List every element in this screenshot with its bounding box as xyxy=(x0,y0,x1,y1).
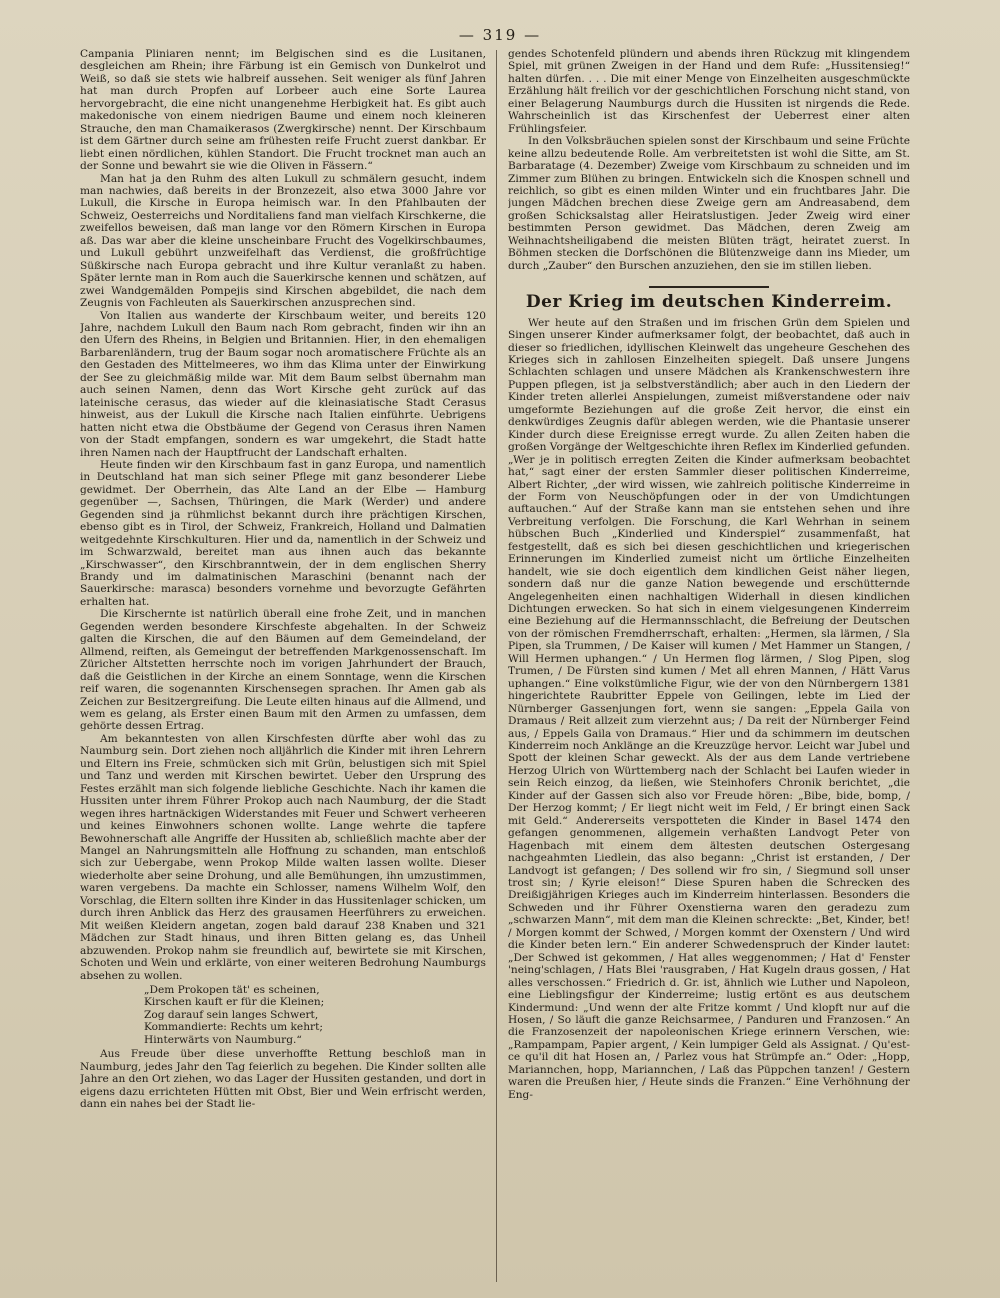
article-title: Der Krieg im deutschen Kinderreim. xyxy=(525,292,893,313)
paragraph: Campania Pliniaren nennt; im Belgischen sind es die Lusitanen, desgleichen am Rhein; ihre Färbung ist ein Gemisch von Dunkelrot und Weiß, so daß sie stets wie halbreif aussehen. Seit weniger als fünf Jahren hat man durch Propfen auf Lorbeer auch eine Sorte Laurea hervorgebracht, die eine nicht unangenehme Herbigkeit hat. Es gibt auch makedonische von einem niedrigen Baume und einem noch kleineren Strauche, den man Chamaikerasos (Zwergkirsche) nennt. Der Kirschbaum ist dem Gärtner durch seine am frühesten reife Frucht zuerst dankbar. Er liebt einen nördlichen, kühlen Standort. Die Frucht trocknet man auch an der Sonne und bewahrt sie wie die Oliven in Fässern.“ xyxy=(80,48,486,173)
page-number: — 319 — xyxy=(458,26,542,44)
column-divider xyxy=(496,50,497,1282)
paragraph: In den Volksbräuchen spielen sonst der Kirschbaum und seine Früchte keine allzu bedeutende Rolle. Am verbreitetsten ist wohl die Sitte, am St. Barbaratage (4. Dezember) Zweige vom Kirschbaum zu schneiden und im Zimmer zum Blühen zu bringen. Entwickeln sich die Knospen schnell und reichlich, so gibt es einen milden Winter und ein fruchtbares Jahr. Die jungen Mädchen brechen diese Zweige gern am Andreasabend, dem großen Schicksalstag aller Heiratslustigen. Jeder Zweig wird einer bestimmten Person gewidmet. Das Mädchen, deren Zweig am Weihnachtsheiligabend die meisten Blüten trägt, heiratet zuerst. In Böhmen stecken die Dorfschönen die Blütenzweige dann ins Mieder, um durch „Zauber“ den Burschen anzuziehen, den sie im stillen lieben. xyxy=(508,135,910,272)
paragraph: Heute finden wir den Kirschbaum fast in ganz Europa, und namentlich in Deutschland hat man sich seiner Pflege mit ganz besonderer Liebe gewidmet. Der Oberrhein, das Alte Land an der Elbe — Hamburg gegenüber —, Sachsen, Thüringen, die Mark (Werder) und andere Gegenden sind ja rühmlichst bekannt durch ihre prächtigen Kirschen, ebenso gibt es in Tirol, der Schweiz, Frankreich, Holland und Dalmatien weitgedehnte Kirschkulturen. Hier und da, namentlich in der Schweiz und im Schwarzwald, bereitet man aus ihnen auch das bekannte „Kirschwasser“, den Kirschbranntwein, der in dem englischen Sherry Brandy und im dalmatinischen Maraschini (benannt nach der Sauerkirsche: marasca) besonders vornehme und bevorzugte Gefährten erhalten hat. xyxy=(80,458,486,608)
paragraph: Aus Freude über diese unverhoffte Rettung beschloß man in Naumburg, jedes Jahr den Tag feierlich zu begehen. Die Kinder sollten alle Jahre an den Ort ziehen, wo das Lager der Hussiten gestanden, und dort in eigens dazu errichteten Hütten mit Obst, Bier und Wein erfrischt werden, dann ein nahes bei der Stadt lie- xyxy=(80,1048,486,1111)
verse-line: Kommandierte: Rechts um kehrt; xyxy=(144,1021,323,1034)
paragraph: Von Italien aus wanderte der Kirschbaum weiter, und bereits 120 Jahre, nachdem Lukull den Baum nach Rom gebracht, finden wir ihn an den Ufern des Rheins, in Belgien und Britannien. Hier, in den ehemaligen Barbarenländern, trug der Baum sogar noch aromatischere Früchte als an den Gestaden des Mittelmeeres, wo ihm das Klima unter der Einwirkung der See zu gleichmäßig milde war. Mit dem Baum selbst übernahm man auch seinen Namen, denn das Wort Kirsche geht zurück auf das lateinische cerasus, das wieder auf die kleinasiatische Stadt Cerasus hinweist, aus der Lukull die Kirsche nach Italien einführte. Uebrigens hatten nicht etwa die Obstbäume der Gegend von Cerasus ihren Namen von der Stadt empfangen, sondern es war umgekehrt, die Stadt hatte ihren Namen nach der Hauptfrucht der Landschaft erhalten. xyxy=(80,309,486,459)
paragraph: gendes Schotenfeld plündern und abends ihren Rückzug mit klingendem Spiel, mit grünen Zweigen in der Hand und dem Rufe: „Hussitensieg!“ halten dürfen. . . . Die mit einer Menge von Einzelheiten ausgeschmückte Erzählung hält freilich vor der geschichtlichen Forschung nicht stand, von einer Belagerung Naumburgs durch die Hussiten ist nirgends die Rede. Wahrscheinlich ist das Kirschenfest der Ueberrest einer alten Frühlingsfeier. xyxy=(508,48,910,135)
verse-line: Kirschen kauft er für die Kleinen; xyxy=(144,996,325,1009)
verse-line: Zog darauf sein langes Schwert, xyxy=(144,1008,319,1021)
paragraph: Am bekanntesten von allen Kirschfesten dürfte aber wohl das zu Naumburg sein. Dort ziehen noch alljährlich die Kinder mit ihren Lehrern und Eltern ins Freie, schmücken sich mit Grün, belustigen sich mit Spiel und Tanz und werden mit Kirschen bewirtet. Ueber den Ursprung des Festes erzählt man sich folgende liebliche Geschichte. Nach ihr kamen die Hussiten unter ihrem Führer Prokop auch nach Naumburg, der die Stadt wegen ihres hartnäckigen Widerstandes mit Feuer und Schwert verheeren und keines Einwohners schonen wollte. Lange wehrte die tapfere Bewohnerschaft alle Angriffe der Hussiten ab, schließlich machte aber der Mangel an Nahrungsmitteln alle Hoffnung zu schanden, man entschloß sich zur Uebergabe, wenn Prokop Milde walten lassen wollte. Dieser wiederholte aber seine Drohung, und alle Bemühungen, ihn umzustimmen, waren vergebens. Da machte ein Schlosser, namens Wilhelm Wolf, den Vorschlag, die Eltern sollten ihre Kinder in das Hussitenlager schicken, um durch ihren Anblick das Herz des grausamen Heerführers zu erweichen. Mit weißen Kleidern angetan, zogen bald darauf 238 Knaben und 321 Mädchen zur Stadt hinaus, und ihren Bitten gelang es, das Unheil abzuwenden. Prokop nahm sie freundlich auf, bewirtete sie mit Kirschen, Schoten und Wein und erklärte, von einer weiteren Bedrohung Naumburgs absehen zu wollen. xyxy=(80,732,486,982)
paragraph: Wer heute auf den Straßen und im frischen Grün dem Spielen und Singen unserer Kinder aufmerksamer folgt, der beobachtet, daß auch in dieser so friedlichen, idyllischen Kleinwelt das ungeheure Geschehen des Krieges sich in zahllosen Einzelheiten spiegelt. Daß unsere Jungens Schlachten schlagen und unsere Mädchen als Krankenschwestern ihre Puppen pflegen, ist ja selbstverständlich; aber auch in den Liedern der Kinder treten allerlei Anspielungen, zumeist mißverstandene oder naiv umgeformte Beziehungen auf die große Zeit hervor, die einst ein denkwürdiges Zeugnis dafür ablegen werden, wie die Phantasie unserer Kinder durch diese Ereignisse erregt wurde. Zu allen Zeiten haben die großen Vorgänge der Weltgeschichte ihren Reflex im Kinderlied gefunden. „Wer je in politisch erregten Zeiten die Kinder aufmerksam beobachtet hat,“ sagt einer der ersten Sammler dieser politischen Kinderreime, Albert Richter, „der wird wissen, wie zahlreich politische Kinderreime in der Form von Neuschöpfungen oder in der von Umdichtungen auftauchen.“ Auf der Straße kann man sie entstehen sehen und ihre Verbreitung verfolgen. Die Forschung, die Karl Wehrhan in seinem hübschen Buch „Kinderlied und Kinderspiel“ zusammenfaßt, hat festgestellt, daß es sich bei diesen geschichtlichen und kriegerischen Erinnerungen im Kinderlied zumeist nicht um örtliche Einzelheiten handelt, wie sie doch eigentlich dem kindlichen Geist näher liegen, sondern daß nur die ganze Nation bewegende und erschütternde Angelegenheiten einen nachhaltigen Widerhall in diesen kindlichen Dichtungen erwecken. So hat sich in einem vielgesungenen Kinderreim eine Beziehung auf die Hermannsschlacht, die Befreiung der Deutschen von der römischen Fremdherrschaft, erhalten: „Hermen, sla lärmen, / Sla Pipen, sla Trummen, / De Kaiser will kumen / Met Hammer un Stangen, / Will Hermen uphangen.“ / Un Hermen flog lärmen, / Slog Pipen, slog Trumen, / De Fürsten sind kumen / Met all ehren Mannen, / Hätt Varus uphangen.“ Eine volkstümliche Figur, wie der von den Nürnbergern 1381 hingerichtete Raubritter Eppele von Geilingen, lebte im Lied der Nürnberger Gassenjungen fort, wenn sie sangen: „Eppela Gaila von Dramaus / Reit allzeit zum vierzehnt aus; / Da reit der Nürnberger Feind aus, / Eppels Gaila von Dramaus.“ Hier und da schimmern im deutschen Kinderreim noch Anklänge an die Kreuzzüge hervor. Leicht war Jubel und Spott der kleinen Schar geweckt. Als der aus dem Lande vertriebene Herzog Ulrich von Württemberg nach der Schlacht bei Laufen wieder in sein Reich einzog, da ließen, wie Steinhofers Chronik berichtet, „die Kinder auf der Gassen sich also vor Freude hören: „Bibe, bide, bomp, / Der Herzog kommt; / Er liegt nicht weit im Feld, / Er bringt einen Sack mit Geld.“ Andererseits verspotteten die Kinder in Basel 1474 den gefangen genommenen, allgemein verhaßten Landvogt Peter von Hagenbach mit einem dem ältesten deutschen Ostergesang nachgeahmten Liedlein, das also begann: „Christ ist erstanden, / Der Landvogt ist gefangen; / Des sollend wir fro sin, / Siegmund soll unser trost sin; / Kyrie eleison!“ Diese Spuren haben die Schrecken des Dreißigjährigen Krieges auch im Kinderreim hinterlassen. Besonders die Schweden und ihr Führer Oxenstierna waren den geradezu zum „schwarzen Mann“, mit dem man die Kleinen schreckte: „Bet, Kinder, bet! / Morgen kommt der Schwed, / Morgen kommt der Oxenstern / Und wird die Kinder beten lern.“ Ein anderer Schwedenspruch der Kinder lautet: „Der Schwed ist gekommen, / Hat alles weggenommen; / Hat d' Fenster 'neing'schlagen, / Hats Blei 'rausgraben, / Hat Kugeln draus gossen, / Hat alles verschossen.“ Friedrich d. Gr. ist, ähnlich wie Luther und Napoleon, eine Lieblingsfigur der Kinderreime; lustig ertönt es aus deutschem Kindermund: „Und wenn der alte Fritze kommt / Und klopft nur auf die Hosen, / So läuft die ganze Reichsarmee, / Panduren und Franzosen.“ An die Franzosenzeit der napoleonischen Kriege erinnern Verschen, wie: „Rampampam, Papier argent, / Kein lumpiger Geld als Assignat. / Qu'est-ce qu'il dit hat Hosen an, / Parlez vous hat Strümpfe an.“ Oder: „Hopp, Mariannchen, hopp, Mariannchen, / Laß das Püppchen tanzen! / Gestern waren die Preußen hier, / Heute sinds die Franzen.“ Eine Verhöhnung der Eng- xyxy=(508,316,910,1101)
right-column xyxy=(508,48,910,1288)
verse-line: Hinterwärts von Naumburg.“ xyxy=(144,1033,302,1046)
left-column xyxy=(80,48,486,1278)
verse-line: „Dem Prokopen tät' es scheinen, xyxy=(144,983,320,996)
verse-block xyxy=(144,984,486,1046)
paragraph: Man hat ja den Ruhm des alten Lukull zu schmälern gesucht, indem man nachwies, daß bereits in der Bronzezeit, also etwa 3000 Jahre vor Lukull, die Kirsche in Europa heimisch war. In den Pfahlbauten der Schweiz, Oesterreichs und Norditaliens fand man vielfach Kirschkerne, die zweifellos beweisen, daß man lange vor den Römern Kirschen in Europa aß. Das war aber die kleine unscheinbare Frucht des Vogelkirschbaumes, und Lukull gebührt unzweifelhaft das Verdienst, die großfrüchtige Süßkirsche nach Europa gebracht und ihre Kultur veranlaßt zu haben. Später lernte man in Rom auch die Sauerkirsche kennen und schätzen, auf zwei Wandgemälden Pompejis sind Kirschen abgebildet, die nach dem Zeugnis von Fachleuten als Sauerkirschen anzusprechen sind. xyxy=(80,172,486,310)
paragraph: Die Kirschernte ist natürlich überall eine frohe Zeit, und in manchen Gegenden werden besondere Kirschfeste abgehalten. In der Schweiz galten die Kirschen, die auf den Bäumen auf dem Gemeindeland, der Allmend, reiften, als Gemeingut der betreffenden Markgenossenschaft. Im Züricher Altstetten herrschte noch im vorigen Jahrhundert der Brauch, daß die Geistlichen in der Kirche an einem Sonntage, wenn die Kirschen reif waren, die sogenannten Kirschensegen sprachen. Ihr Amen gab als Zeichen zur Besitzergreifung. Die Leute eilten hinaus auf die Allmend, und wem es gelang, als Erster einen Baum mit den Armen zu umfassen, dem gehörte dessen Ertrag. xyxy=(80,608,486,733)
section-divider xyxy=(649,286,769,288)
